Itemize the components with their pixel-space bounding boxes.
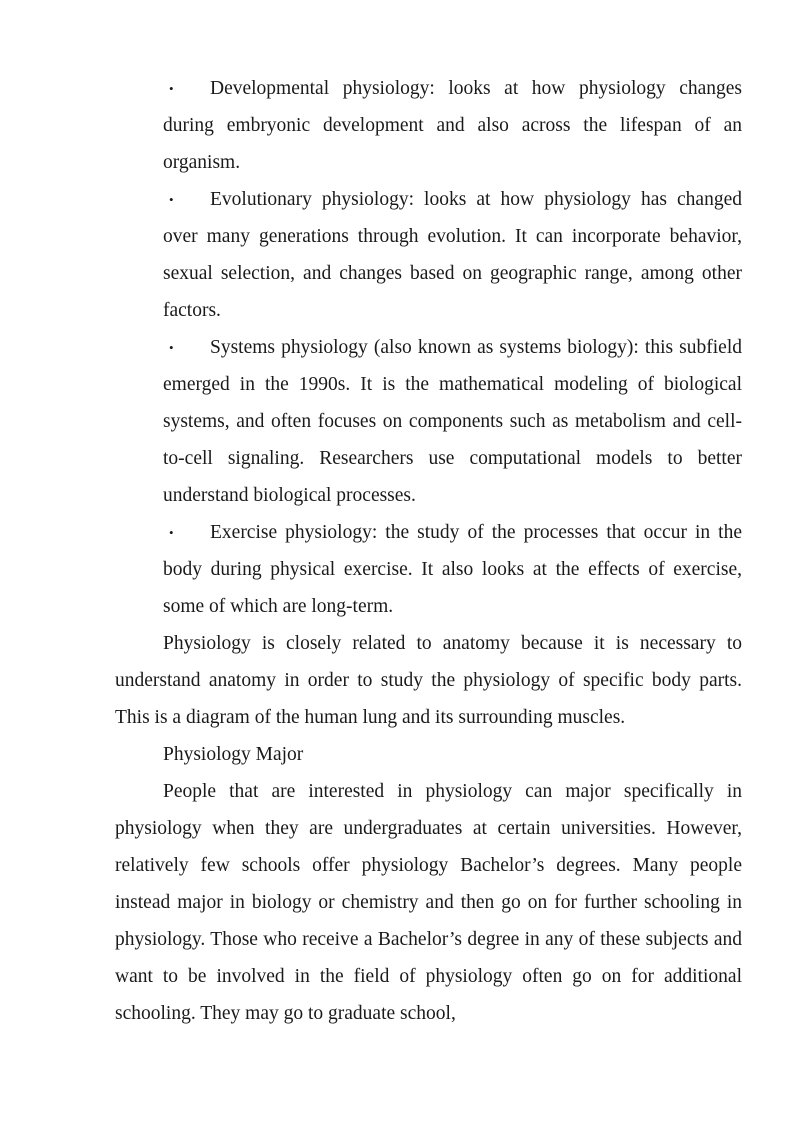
bullet-text: Evolutionary physiology: looks at how physiology has changed over many generations through evolution. It can incorporate behavior, sexual selection, and changes based on geographic range, among other factors. — [163, 189, 742, 321]
bullet-text: Systems physiology (also known as systems biology): this subfield emerged in the 1990s. It is the mathematical modeling of biological systems, and often focuses on components such as metabolism and cell-to-cell signaling. Researchers use computational models to better understand biological processes. — [163, 337, 742, 506]
bullet-item-developmental — [163, 70, 742, 181]
bullet-marker: • — [169, 192, 174, 207]
document-page — [115, 70, 742, 1032]
bullet-item-evolutionary — [163, 181, 742, 329]
bullet-marker: • — [169, 340, 174, 355]
bullet-item-systems — [163, 329, 742, 514]
bullet-marker: • — [169, 81, 174, 96]
paragraph-anatomy: Physiology is closely related to anatomy because it is necessary to understand anatomy in order to study the physiology of specific body parts. This is a diagram of the human lung and its surrounding muscles. — [115, 633, 742, 728]
section-heading: Physiology Major — [163, 744, 304, 765]
bullet-text: Developmental physiology: looks at how physiology changes during embryonic development and also across the lifespan of an organism. — [163, 78, 742, 173]
paragraph-major: People that are interested in physiology can major specifically in physiology when they are undergraduates at certain universities. However, relatively few schools offer physiology Bachelor’s degrees. Many people instead major in biology or chemistry and then go on for further schooling in physiology. Those who receive a Bachelor’s degree in any of these subjects and want to be involved in the field of physiology often go on for additional schooling. They may go to graduate school, — [115, 781, 742, 1024]
bullet-text: Exercise physiology: the study of the processes that occur in the body during physical exercise. It also looks at the effects of exercise, some of which are long-term. — [163, 522, 742, 617]
bullet-item-exercise — [163, 514, 742, 625]
bullet-marker: • — [169, 525, 174, 540]
